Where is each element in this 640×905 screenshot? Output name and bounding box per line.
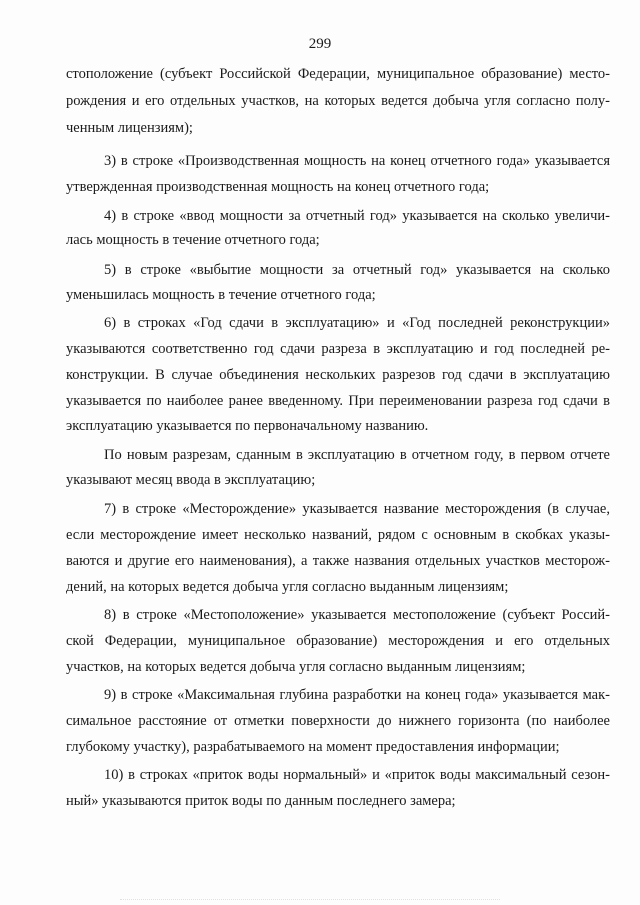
text-line: ской Федерации, муниципальное образование) месторождения и его отдельных bbox=[66, 633, 610, 649]
text-line: 3) в строке «Производственная мощность на конец отчетного года» указывается bbox=[104, 153, 610, 169]
scan-artifact-divider bbox=[120, 899, 500, 903]
text-line: 8) в строке «Местоположение» указывается местоположение (субъект Россий- bbox=[104, 607, 610, 623]
text-line: 6) в строках «Год сдачи в эксплуатацию» и «Год последней реконструкции» bbox=[104, 315, 610, 331]
text-line: лась мощность в течение отчетного года; bbox=[66, 232, 320, 248]
text-line: указывается по наиболее ранее введенному. При переименовании разреза год сдачи в bbox=[66, 393, 610, 409]
text-line: 5) в строке «выбытие мощности за отчетный год» указывается на сколько bbox=[104, 262, 610, 278]
text-line: дений, на которых ведется добыча угля согласно выданным лицензиям; bbox=[66, 579, 509, 595]
text-line: симальное расстояние от отметки поверхности до нижнего горизонта (по наиболее bbox=[66, 713, 610, 729]
text-line: глубокому участку), разрабатываемого на момент предоставления информации; bbox=[66, 739, 560, 755]
text-line: ченным лицензиям); bbox=[66, 120, 193, 136]
text-line: По новым разрезам, сданным в эксплуатацию в отчетном году, в первом отчете bbox=[104, 447, 610, 463]
text-line: рождения и его отдельных участков, на которых ведется добыча угля согласно полу- bbox=[66, 93, 610, 109]
text-line: указываются соответственно год сдачи разреза в эксплуатацию и год последней ре- bbox=[66, 341, 610, 357]
text-line: стоположение (субъект Российской Федерации, муниципальное образование) место- bbox=[66, 66, 610, 82]
text-line: утвержденная производственная мощность на конец отчетного года; bbox=[66, 179, 490, 195]
text-line: ваются и другие его наименования), а также названия отдельных участков месторож- bbox=[66, 553, 610, 569]
text-line: эксплуатацию указывается по первоначальному названию. bbox=[66, 418, 429, 434]
text-line: участков, на которых ведется добыча угля согласно выданным лицензиям; bbox=[66, 659, 526, 675]
page-number: 299 bbox=[308, 36, 332, 52]
text-line: уменьшилась мощность в течение отчетного года; bbox=[66, 287, 376, 303]
text-line: 7) в строке «Месторождение» указывается название месторождения (в случае, bbox=[104, 501, 610, 517]
text-line: конструкции. В случае объединения нескольких разрезов год сдачи в эксплуатацию bbox=[66, 367, 610, 383]
text-line: указывают месяц ввода в эксплуатацию; bbox=[66, 472, 316, 488]
text-line: 10) в строках «приток воды нормальный» и «приток воды максимальный сезон- bbox=[104, 767, 610, 783]
text-line: 4) в строке «ввод мощности за отчетный год» указывается на сколько увеличи- bbox=[104, 208, 610, 224]
text-line: 9) в строке «Максимальная глубина разработки на конец года» указывается мак- bbox=[104, 687, 610, 703]
text-line: если месторождение имеет несколько названий, рядом с основным в скобках указы- bbox=[66, 527, 610, 543]
text-line: ный» указываются приток воды по данным последнего замера; bbox=[66, 793, 456, 809]
